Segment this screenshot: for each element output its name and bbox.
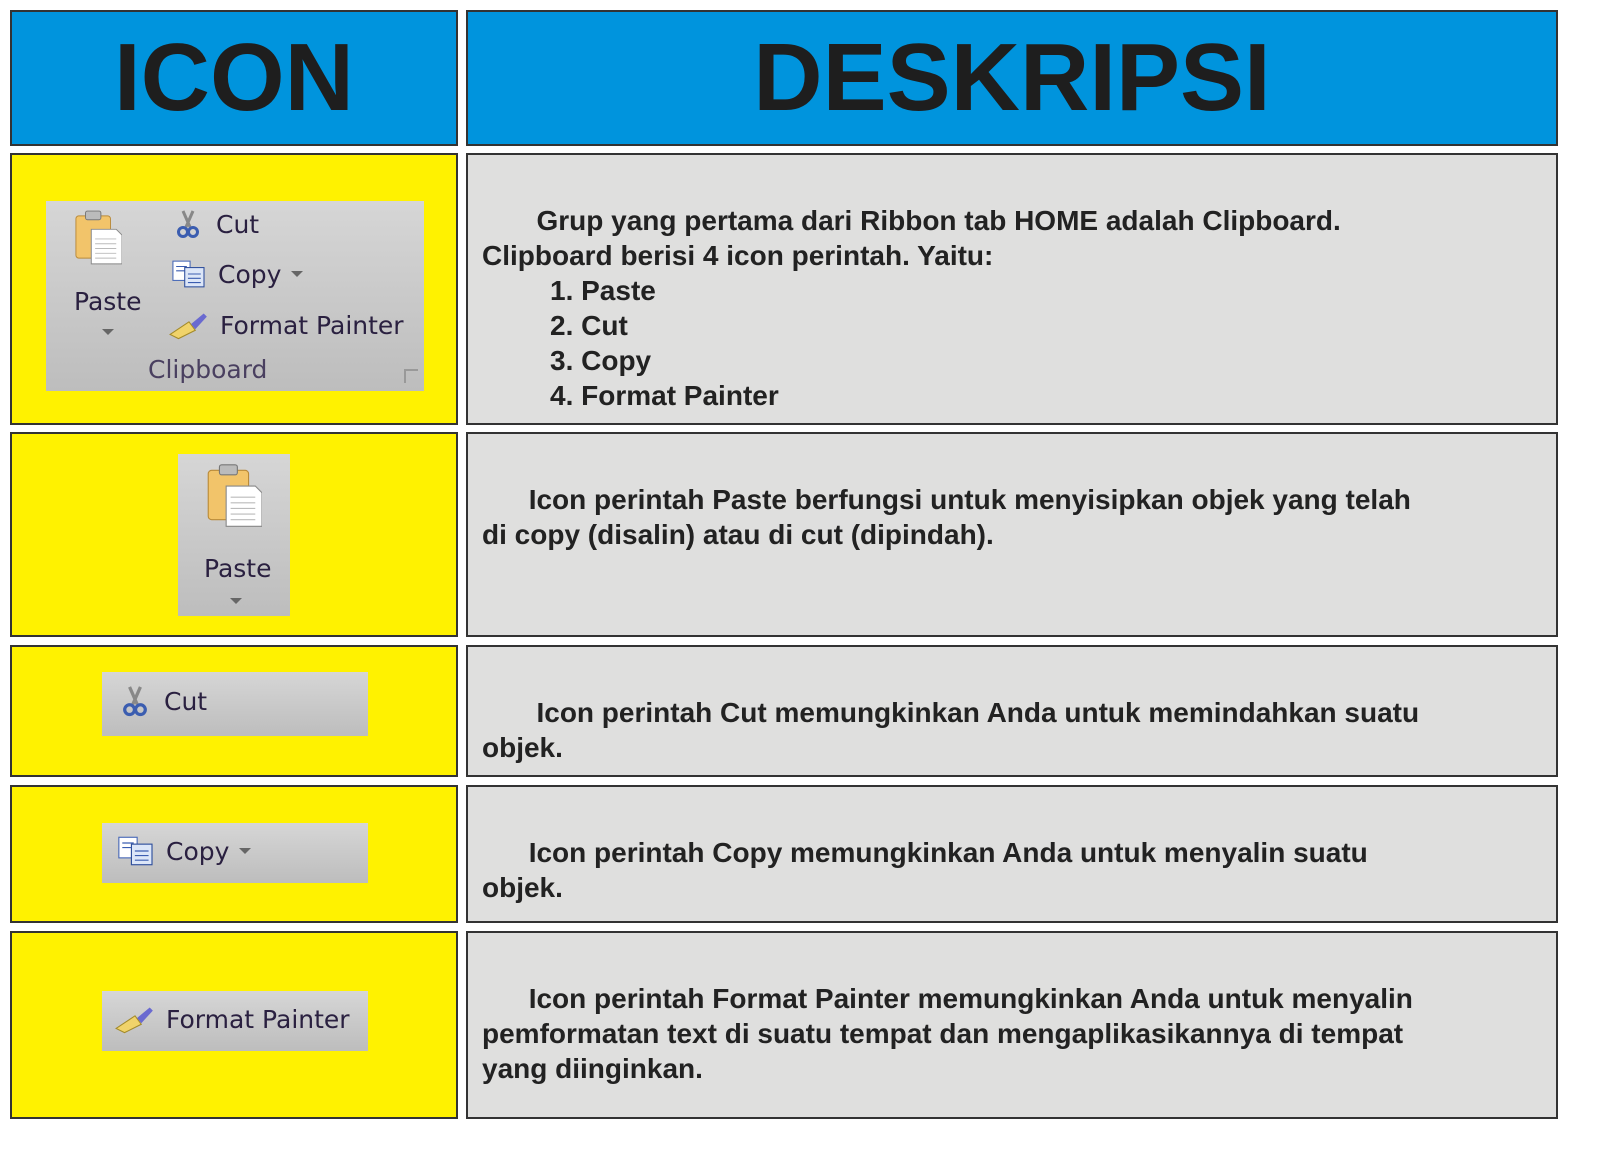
icon-cell-clipboard [10, 153, 458, 425]
desc-cell-format-painter [466, 931, 1558, 1119]
cut-label: Cut [216, 209, 260, 239]
format-painter-icon [168, 309, 210, 341]
list-item: 1. Paste [550, 275, 656, 306]
clipboard-group-label: Clipboard [148, 355, 268, 384]
paste-dropdown-icon [230, 598, 242, 604]
desc-cell-paste [466, 432, 1558, 637]
cut-label: Cut [164, 686, 208, 716]
format-painter-button-image [102, 991, 368, 1051]
desc-cell-copy [466, 785, 1558, 923]
icon-cell-format-painter [10, 931, 458, 1119]
copy-description: Icon perintah Copy memungkinkan Anda untuk menyalin suatu objek. [482, 837, 1368, 903]
copy-icon [170, 259, 208, 289]
paste-label: Paste [74, 287, 142, 316]
icon-cell-copy [10, 785, 458, 923]
icon-cell-cut [10, 645, 458, 777]
copy-icon [116, 835, 156, 867]
paste-description: Icon perintah Paste berfungsi untuk menyisipkan objek yang telah di copy (disalin) atau di cut (dipindah). [482, 484, 1411, 550]
format-painter-label: Format Painter [220, 310, 404, 340]
desc-cell-clipboard [466, 153, 1558, 425]
copy-label: Copy [166, 836, 230, 866]
header-description-column [466, 10, 1558, 146]
cut-description: Icon perintah Cut memungkinkan Anda untuk memindahkan suatu objek. [482, 697, 1420, 763]
paste-icon [74, 207, 122, 267]
icon-cell-paste [10, 432, 458, 637]
paste-button-image [178, 454, 290, 616]
list-item: 3. Copy [550, 345, 652, 376]
list-item: 2. Cut [550, 310, 628, 341]
header-desc-label: DESKRIPSI [753, 24, 1271, 131]
copy-label: Copy [218, 259, 282, 289]
dialog-launcher-icon [404, 369, 418, 383]
paste-label: Paste [204, 554, 272, 583]
cut-button-image [102, 672, 368, 736]
copy-dropdown-icon [239, 848, 251, 854]
clipboard-description: Grup yang pertama dari Ribbon tab HOME adalah Clipboard. Clipboard berisi 4 icon perintah. Yaitu: [482, 205, 1341, 271]
list-item: 4. Format Painter [550, 380, 779, 411]
format-painter-label: Format Painter [166, 1004, 350, 1034]
header-icon-label: ICON [114, 24, 354, 131]
cut-icon [122, 684, 148, 718]
desc-cell-cut [466, 645, 1558, 777]
copy-dropdown-icon [291, 271, 303, 277]
format-painter-icon [114, 1003, 156, 1035]
format-painter-description: Icon perintah Format Painter memungkinkan Anda untuk menyalin pemformatan text di suatu tempat dan mengaplikasikannya di tempat yang diinginkan. [482, 983, 1413, 1084]
paste-icon [206, 460, 262, 530]
header-icon-column [10, 10, 458, 146]
clipboard-group-image [46, 201, 424, 391]
cut-icon [176, 209, 200, 239]
copy-button-image [102, 823, 368, 883]
paste-dropdown-icon [102, 329, 114, 335]
